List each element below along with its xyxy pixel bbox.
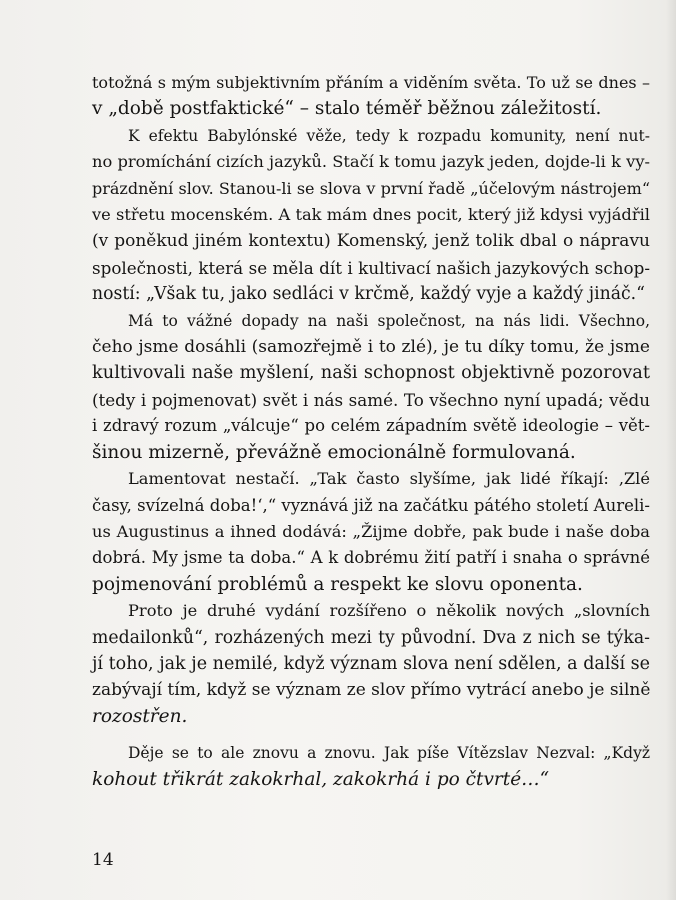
text-line: ve střetu mocenském. A tak mám dnes pocit, který již kdysi vyjádřil [92, 205, 650, 225]
text-line-italic: rozostřen. [92, 705, 188, 727]
text-line: Proto je druhé vydání rozšířeno o několik nových „slovních [128, 601, 650, 621]
paragraph-spacer [92, 730, 650, 740]
text-line: kultivovali naše myšlení, naši schopnost objektivně pozorovat [92, 363, 650, 384]
text-line: medailonků“, rozházených mezi ty původní. Dva z nich se týka- [92, 627, 650, 648]
paragraph-6 [92, 740, 650, 793]
text-line-italic: kohout třikrát zakokrhal, zakokrhá i po čtvrté…“ [92, 768, 550, 790]
paragraph-4 [92, 466, 650, 598]
text-line: v „době postfaktické“ – stalo téměř běžnou záležitostí. [92, 98, 602, 120]
text-line: Lamentovat nestačí. „Tak často slyšíme, jak lidé říkají: ‚Zlé [128, 469, 650, 489]
text-line: společnosti, která se měla dít i kultivací našich jazykových schop- [92, 257, 650, 278]
body-text [92, 70, 650, 793]
page-edge-shadow [666, 0, 676, 900]
paragraph-2 [92, 123, 650, 308]
text-line: čeho jsme dosáhli (samozřejmě i to zlé), je tu díky tomu, že jsme [92, 337, 650, 358]
text-line: Má to vážné dopady na naši společnost, na nás lidi. Všechno, [128, 311, 650, 330]
text-line: Děje se to ale znovu a znovu. Jak píše Vítězslav Nezval: „Když [128, 744, 650, 763]
text-line: jí toho, jak je nemilé, když význam slova není sdělen, a další se [92, 653, 650, 674]
paragraph-5 [92, 598, 650, 730]
text-line: (v poněkud jiném kontextu) Komenský, jenž tolik dbal o nápravu [92, 231, 650, 252]
page-number: 14 [92, 850, 114, 870]
text-line: prázdnění slov. Stanou-li se slova v první řadě „účelovým nástrojem“ [92, 178, 650, 198]
text-line: dobrá. My jsme ta doba.“ A k dobrému žití patří i snaha o správné [92, 548, 650, 568]
text-line: us Augustinus a ihned dodává: „Žijme dobře, pak bude i naše doba [92, 521, 650, 541]
paragraph-1 [92, 70, 650, 123]
text-line: i zdravý rozum „válcuje“ po celém západním světě ideologie – vět- [92, 416, 650, 436]
text-line: šinou mizerně, převážně emocionálně formulovaná. [92, 441, 576, 463]
paragraph-3 [92, 308, 650, 466]
text-line: totožná s mým subjektivním přáním a viděním světa. To už se dnes – [92, 73, 650, 92]
text-line: K efektu Babylónské věže, tedy k rozpadu komunity, není nut- [128, 126, 650, 145]
text-line: (tedy i pojmenovat) svět i nás samé. To všechno nyní upadá; vědu [92, 389, 650, 410]
text-line: zabývají tím, když se význam ze slov přímo vytrácí anebo je silně [92, 680, 651, 701]
text-line: pojmenování problémů a respekt ke slovu oponenta. [92, 573, 583, 595]
text-line: časy, svízelná doba!‘,“ vyznává již na začátku pátého století Aureli- [92, 495, 650, 515]
text-line: no promíchání cizích jazyků. Stačí k tomu jazyk jeden, dojde-li k vy- [92, 152, 650, 172]
text-line: ností: „Však tu, jako sedláci v krčmě, každý vyje a každý jináč.“ [92, 284, 645, 305]
